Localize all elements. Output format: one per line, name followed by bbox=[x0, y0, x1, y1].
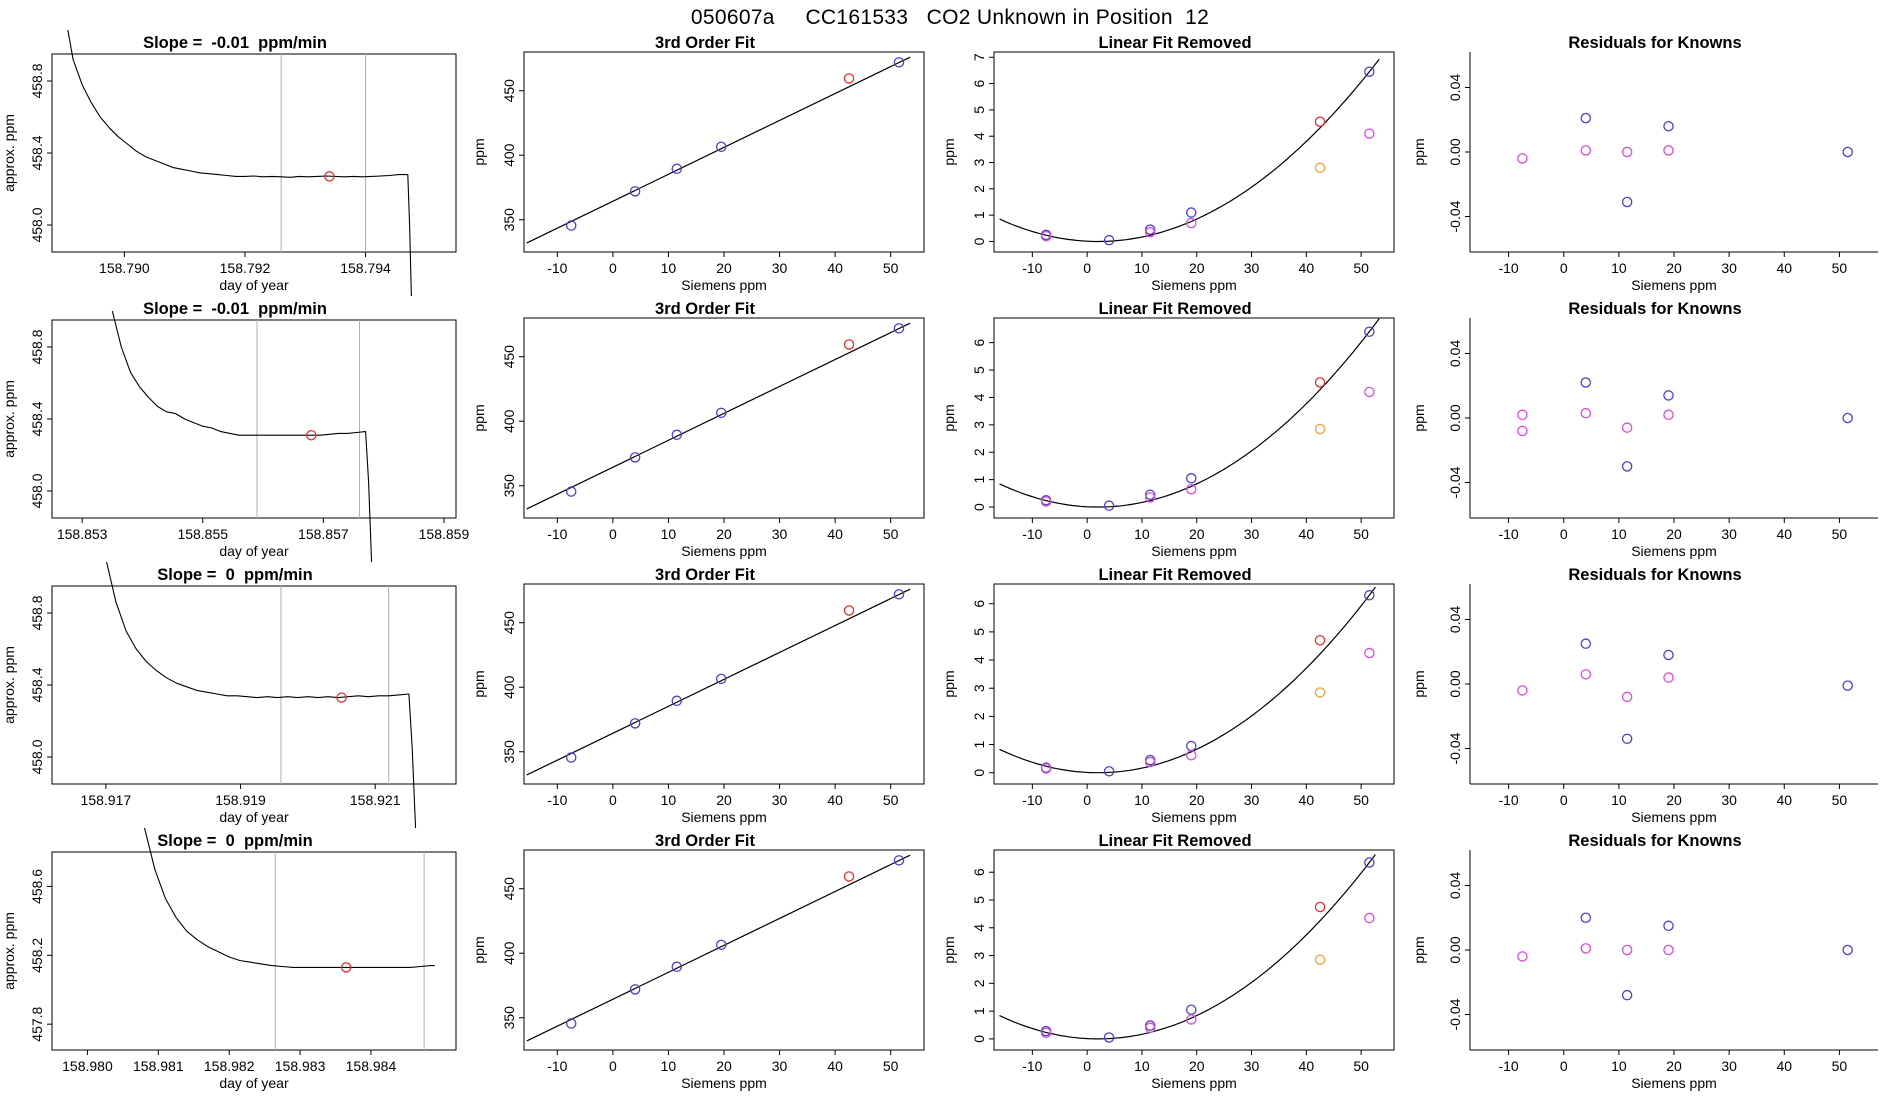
linearremoved-plot-row4 bbox=[940, 828, 1410, 1094]
svg-text:0: 0 bbox=[1559, 1058, 1568, 1074]
residuals-panel-row1 bbox=[1410, 30, 1900, 296]
svg-text:30: 30 bbox=[771, 526, 788, 542]
svg-text:158.853: 158.853 bbox=[56, 526, 108, 542]
svg-text:350: 350 bbox=[501, 1006, 517, 1030]
linearremoved-title-row3: Linear Fit Removed bbox=[1098, 566, 1252, 584]
svg-text:10: 10 bbox=[660, 1058, 677, 1074]
svg-text:458.0: 458.0 bbox=[29, 207, 45, 243]
svg-text:158.859: 158.859 bbox=[418, 526, 470, 542]
svg-text:0: 0 bbox=[1083, 260, 1092, 276]
svg-text:30: 30 bbox=[771, 792, 788, 808]
svg-text:458.4: 458.4 bbox=[29, 135, 45, 171]
svg-text:ppm: ppm bbox=[941, 670, 957, 698]
svg-text:50: 50 bbox=[1831, 260, 1848, 276]
residuals-panel-row3 bbox=[1410, 562, 1900, 828]
svg-text:30: 30 bbox=[1721, 260, 1737, 276]
svg-text:approx. ppm: approx. ppm bbox=[1, 646, 17, 724]
svg-text:40: 40 bbox=[827, 260, 843, 276]
svg-text:158.921: 158.921 bbox=[349, 792, 401, 808]
svg-text:40: 40 bbox=[827, 526, 843, 542]
svg-text:4: 4 bbox=[971, 656, 987, 664]
svg-text:approx. ppm: approx. ppm bbox=[1, 380, 17, 458]
svg-text:approx. ppm: approx. ppm bbox=[1, 114, 17, 192]
linearremoved-plot-row2 bbox=[940, 296, 1410, 562]
svg-text:50: 50 bbox=[1353, 1058, 1369, 1074]
svg-text:10: 10 bbox=[660, 526, 677, 542]
svg-text:20: 20 bbox=[1666, 526, 1682, 542]
svg-text:40: 40 bbox=[1298, 1058, 1315, 1074]
svg-text:-0.04: -0.04 bbox=[1447, 998, 1463, 1031]
svg-text:10: 10 bbox=[1611, 526, 1627, 542]
svg-text:158.794: 158.794 bbox=[340, 260, 391, 276]
svg-text:4: 4 bbox=[971, 923, 987, 932]
svg-text:Siemens ppm: Siemens ppm bbox=[1151, 809, 1237, 825]
svg-text:50: 50 bbox=[882, 526, 899, 542]
svg-text:158.790: 158.790 bbox=[99, 260, 150, 276]
svg-text:20: 20 bbox=[1666, 260, 1682, 276]
svg-text:-10: -10 bbox=[1022, 792, 1043, 808]
svg-text:450: 450 bbox=[501, 877, 517, 901]
panel-row-3 bbox=[0, 562, 1900, 828]
svg-text:4: 4 bbox=[971, 132, 987, 141]
svg-text:450: 450 bbox=[501, 611, 517, 635]
svg-text:-10: -10 bbox=[547, 792, 568, 808]
thirdorder-panel-row2 bbox=[470, 296, 940, 562]
panel-grid bbox=[0, 30, 1900, 1100]
svg-text:458.6: 458.6 bbox=[29, 868, 45, 904]
svg-text:3: 3 bbox=[971, 158, 987, 167]
svg-text:2: 2 bbox=[971, 184, 987, 193]
thirdorder-panel-row4 bbox=[470, 828, 940, 1094]
svg-text:1: 1 bbox=[971, 475, 987, 484]
svg-text:0: 0 bbox=[971, 237, 987, 246]
svg-text:10: 10 bbox=[1134, 792, 1150, 808]
linearremoved-title-row1: Linear Fit Removed bbox=[1098, 34, 1252, 52]
svg-text:0: 0 bbox=[1559, 792, 1568, 808]
svg-text:350: 350 bbox=[501, 474, 517, 498]
svg-text:ppm: ppm bbox=[1411, 404, 1427, 432]
svg-text:458.8: 458.8 bbox=[29, 63, 45, 99]
svg-text:-10: -10 bbox=[1498, 260, 1519, 276]
svg-text:10: 10 bbox=[660, 792, 677, 808]
svg-text:50: 50 bbox=[1831, 1058, 1848, 1074]
svg-text:458.4: 458.4 bbox=[29, 401, 45, 437]
svg-text:40: 40 bbox=[827, 1058, 843, 1074]
svg-text:-10: -10 bbox=[1022, 526, 1043, 542]
svg-text:1: 1 bbox=[971, 1007, 987, 1016]
svg-text:0: 0 bbox=[1559, 260, 1568, 276]
svg-text:40: 40 bbox=[1776, 260, 1793, 276]
svg-text:Siemens ppm: Siemens ppm bbox=[1631, 809, 1717, 825]
timeseries-title-row2: Slope = -0.01 ppm/min bbox=[143, 300, 327, 318]
svg-text:158.855: 158.855 bbox=[177, 526, 229, 542]
svg-text:158.984: 158.984 bbox=[345, 1058, 397, 1074]
svg-text:350: 350 bbox=[501, 740, 517, 764]
svg-text:30: 30 bbox=[1243, 526, 1260, 542]
svg-text:Siemens ppm: Siemens ppm bbox=[1151, 543, 1237, 559]
svg-text:0: 0 bbox=[971, 503, 987, 511]
timeseries-plot-row3 bbox=[0, 562, 470, 828]
svg-text:0.04: 0.04 bbox=[1447, 605, 1463, 634]
linearremoved-plot-row3 bbox=[940, 562, 1410, 828]
timeseries-title-row4: Slope = 0 ppm/min bbox=[157, 832, 313, 850]
svg-text:158.857: 158.857 bbox=[298, 526, 349, 542]
residuals-panel-row4 bbox=[1410, 828, 1900, 1094]
svg-text:158.980: 158.980 bbox=[62, 1058, 113, 1074]
svg-text:10: 10 bbox=[1134, 260, 1150, 276]
svg-text:30: 30 bbox=[1721, 792, 1737, 808]
svg-text:30: 30 bbox=[1243, 1058, 1260, 1074]
svg-text:400: 400 bbox=[501, 409, 517, 433]
svg-text:10: 10 bbox=[1611, 792, 1627, 808]
svg-text:-0.04: -0.04 bbox=[1447, 200, 1463, 233]
svg-text:Siemens ppm: Siemens ppm bbox=[1631, 277, 1717, 293]
svg-text:0: 0 bbox=[1083, 1058, 1092, 1074]
svg-text:ppm: ppm bbox=[941, 936, 957, 964]
svg-text:5: 5 bbox=[971, 896, 987, 904]
thirdorder-plot-row2 bbox=[470, 296, 940, 562]
svg-text:50: 50 bbox=[882, 792, 899, 808]
svg-text:450: 450 bbox=[501, 79, 517, 103]
svg-text:0: 0 bbox=[608, 260, 617, 276]
svg-text:Siemens ppm: Siemens ppm bbox=[681, 543, 767, 559]
svg-text:40: 40 bbox=[1776, 1058, 1793, 1074]
svg-text:30: 30 bbox=[1243, 792, 1260, 808]
svg-text:day of year: day of year bbox=[219, 543, 289, 559]
svg-text:50: 50 bbox=[1831, 792, 1848, 808]
svg-text:0.00: 0.00 bbox=[1447, 138, 1463, 166]
svg-text:158.792: 158.792 bbox=[219, 260, 271, 276]
svg-text:30: 30 bbox=[771, 1058, 788, 1074]
svg-text:20: 20 bbox=[1188, 792, 1205, 808]
svg-text:40: 40 bbox=[1298, 526, 1315, 542]
svg-text:50: 50 bbox=[882, 260, 899, 276]
svg-text:50: 50 bbox=[1353, 792, 1369, 808]
svg-text:458.8: 458.8 bbox=[29, 329, 45, 365]
svg-text:-10: -10 bbox=[547, 260, 568, 276]
svg-text:10: 10 bbox=[1611, 260, 1627, 276]
svg-text:Siemens ppm: Siemens ppm bbox=[681, 809, 767, 825]
svg-text:10: 10 bbox=[1611, 1058, 1627, 1074]
svg-text:10: 10 bbox=[1134, 1058, 1150, 1074]
svg-text:30: 30 bbox=[1721, 526, 1737, 542]
svg-text:458.4: 458.4 bbox=[29, 667, 45, 703]
svg-text:-10: -10 bbox=[1498, 1058, 1519, 1074]
svg-text:2: 2 bbox=[971, 712, 987, 721]
svg-text:20: 20 bbox=[716, 792, 732, 808]
svg-text:20: 20 bbox=[1188, 260, 1205, 276]
svg-text:0: 0 bbox=[1083, 526, 1092, 542]
svg-text:158.981: 158.981 bbox=[133, 1058, 184, 1074]
svg-text:40: 40 bbox=[1298, 792, 1315, 808]
linearremoved-panel-row3 bbox=[940, 562, 1410, 828]
svg-text:6: 6 bbox=[971, 338, 987, 347]
svg-text:50: 50 bbox=[1831, 526, 1848, 542]
panel-row-4 bbox=[0, 828, 1900, 1094]
svg-text:-0.04: -0.04 bbox=[1447, 466, 1463, 499]
svg-text:5: 5 bbox=[971, 366, 987, 374]
svg-text:20: 20 bbox=[1666, 1058, 1682, 1074]
svg-text:158.983: 158.983 bbox=[274, 1058, 326, 1074]
svg-text:0: 0 bbox=[608, 792, 617, 808]
linearremoved-title-row4: Linear Fit Removed bbox=[1098, 832, 1252, 850]
timeseries-title-row3: Slope = 0 ppm/min bbox=[157, 566, 313, 584]
svg-text:Siemens ppm: Siemens ppm bbox=[1631, 1075, 1717, 1091]
svg-text:458.0: 458.0 bbox=[29, 473, 45, 509]
residuals-panel-row2 bbox=[1410, 296, 1900, 562]
linearremoved-plot-row1 bbox=[940, 30, 1410, 296]
timeseries-panel-row3 bbox=[0, 562, 470, 828]
timeseries-plot-row1 bbox=[0, 30, 470, 296]
svg-text:20: 20 bbox=[716, 526, 732, 542]
thirdorder-plot-row3 bbox=[470, 562, 940, 828]
svg-text:2: 2 bbox=[971, 448, 987, 457]
svg-text:1: 1 bbox=[971, 740, 987, 749]
svg-text:4: 4 bbox=[971, 393, 987, 402]
svg-text:158.982: 158.982 bbox=[203, 1058, 255, 1074]
residuals-title-row1: Residuals for Knowns bbox=[1568, 34, 1742, 52]
svg-text:day of year: day of year bbox=[219, 1075, 289, 1091]
residuals-plot-row4 bbox=[1410, 828, 1900, 1094]
residuals-title-row3: Residuals for Knowns bbox=[1568, 566, 1742, 584]
svg-text:458.8: 458.8 bbox=[29, 595, 45, 631]
svg-text:50: 50 bbox=[882, 1058, 899, 1074]
svg-text:approx. ppm: approx. ppm bbox=[1, 912, 17, 990]
svg-text:3: 3 bbox=[971, 420, 987, 429]
svg-text:40: 40 bbox=[1776, 792, 1793, 808]
timeseries-title-row1: Slope = -0.01 ppm/min bbox=[143, 34, 327, 52]
svg-text:0.00: 0.00 bbox=[1447, 670, 1463, 698]
residuals-plot-row3 bbox=[1410, 562, 1900, 828]
residuals-title-row4: Residuals for Knowns bbox=[1568, 832, 1742, 850]
svg-text:458.0: 458.0 bbox=[29, 739, 45, 775]
svg-text:400: 400 bbox=[501, 143, 517, 167]
svg-text:20: 20 bbox=[716, 1058, 732, 1074]
svg-text:-10: -10 bbox=[1498, 526, 1519, 542]
residuals-plot-row2 bbox=[1410, 296, 1900, 562]
thirdorder-panel-row3 bbox=[470, 562, 940, 828]
svg-text:6: 6 bbox=[971, 599, 987, 608]
svg-text:50: 50 bbox=[1353, 260, 1369, 276]
timeseries-panel-row4 bbox=[0, 828, 470, 1094]
svg-text:Siemens ppm: Siemens ppm bbox=[1151, 277, 1237, 293]
svg-text:Siemens ppm: Siemens ppm bbox=[681, 277, 767, 293]
svg-text:1: 1 bbox=[971, 211, 987, 220]
timeseries-panel-row2 bbox=[0, 296, 470, 562]
thirdorder-plot-row1 bbox=[470, 30, 940, 296]
linearremoved-panel-row2 bbox=[940, 296, 1410, 562]
svg-text:0.00: 0.00 bbox=[1447, 936, 1463, 964]
page-title: 050607a CC161533 CO2 Unknown in Position 12 bbox=[690, 6, 1210, 29]
svg-text:20: 20 bbox=[716, 260, 732, 276]
svg-text:40: 40 bbox=[1298, 260, 1315, 276]
svg-text:-10: -10 bbox=[547, 526, 568, 542]
linearremoved-panel-row4 bbox=[940, 828, 1410, 1094]
svg-text:457.8: 457.8 bbox=[29, 1006, 45, 1042]
svg-text:3: 3 bbox=[971, 951, 987, 960]
svg-text:20: 20 bbox=[1666, 792, 1682, 808]
svg-text:Siemens ppm: Siemens ppm bbox=[681, 1075, 767, 1091]
svg-text:400: 400 bbox=[501, 941, 517, 965]
residuals-plot-row1 bbox=[1410, 30, 1900, 296]
svg-text:158.919: 158.919 bbox=[215, 792, 266, 808]
svg-text:-10: -10 bbox=[1498, 792, 1519, 808]
svg-text:350: 350 bbox=[501, 208, 517, 232]
svg-text:Siemens ppm: Siemens ppm bbox=[1631, 543, 1717, 559]
svg-text:30: 30 bbox=[1721, 1058, 1737, 1074]
svg-text:day of year: day of year bbox=[219, 277, 289, 293]
thirdorder-title-row1: 3rd Order Fit bbox=[655, 34, 755, 52]
svg-text:0: 0 bbox=[608, 526, 617, 542]
svg-text:0.00: 0.00 bbox=[1447, 404, 1463, 432]
linearremoved-panel-row1 bbox=[940, 30, 1410, 296]
svg-text:0: 0 bbox=[971, 768, 987, 777]
svg-text:7: 7 bbox=[971, 53, 987, 62]
svg-text:10: 10 bbox=[660, 260, 677, 276]
svg-text:Siemens ppm: Siemens ppm bbox=[1151, 1075, 1237, 1091]
svg-text:20: 20 bbox=[1188, 1058, 1205, 1074]
svg-text:5: 5 bbox=[971, 627, 987, 636]
svg-text:day of year: day of year bbox=[219, 809, 289, 825]
svg-text:40: 40 bbox=[1776, 526, 1793, 542]
svg-text:10: 10 bbox=[1134, 526, 1150, 542]
svg-text:2: 2 bbox=[971, 979, 987, 988]
residuals-title-row2: Residuals for Knowns bbox=[1568, 300, 1742, 318]
svg-text:450: 450 bbox=[501, 345, 517, 369]
svg-text:40: 40 bbox=[827, 792, 843, 808]
svg-text:-10: -10 bbox=[1022, 1058, 1043, 1074]
svg-text:ppm: ppm bbox=[941, 404, 957, 432]
thirdorder-plot-row4 bbox=[470, 828, 940, 1094]
svg-text:50: 50 bbox=[1353, 526, 1369, 542]
panel-row-1 bbox=[0, 30, 1900, 296]
svg-text:400: 400 bbox=[501, 675, 517, 699]
linearremoved-title-row2: Linear Fit Removed bbox=[1098, 300, 1252, 318]
svg-text:3: 3 bbox=[971, 684, 987, 693]
svg-text:20: 20 bbox=[1188, 526, 1205, 542]
svg-text:458.2: 458.2 bbox=[29, 937, 46, 973]
svg-text:0: 0 bbox=[1559, 526, 1568, 542]
svg-text:0.04: 0.04 bbox=[1447, 73, 1463, 102]
svg-text:ppm: ppm bbox=[471, 936, 487, 964]
panel-row-2 bbox=[0, 296, 1900, 562]
svg-text:5: 5 bbox=[971, 105, 987, 114]
svg-text:ppm: ppm bbox=[471, 138, 487, 166]
svg-text:ppm: ppm bbox=[1411, 138, 1427, 166]
svg-text:ppm: ppm bbox=[1411, 936, 1427, 964]
timeseries-plot-row4 bbox=[0, 828, 470, 1094]
svg-text:ppm: ppm bbox=[941, 138, 957, 166]
svg-text:0.04: 0.04 bbox=[1447, 339, 1463, 368]
svg-text:30: 30 bbox=[771, 260, 788, 276]
svg-text:158.917: 158.917 bbox=[80, 792, 132, 808]
svg-text:0: 0 bbox=[1083, 792, 1092, 808]
svg-text:ppm: ppm bbox=[471, 670, 487, 698]
svg-text:0.04: 0.04 bbox=[1447, 871, 1463, 900]
thirdorder-title-row2: 3rd Order Fit bbox=[655, 300, 755, 318]
svg-text:ppm: ppm bbox=[471, 404, 487, 432]
thirdorder-panel-row1 bbox=[470, 30, 940, 296]
timeseries-plot-row2 bbox=[0, 296, 470, 562]
svg-text:0: 0 bbox=[608, 1058, 617, 1074]
thirdorder-title-row3: 3rd Order Fit bbox=[655, 566, 755, 584]
svg-text:-0.04: -0.04 bbox=[1447, 732, 1463, 765]
svg-text:-10: -10 bbox=[1022, 260, 1043, 276]
svg-text:ppm: ppm bbox=[1411, 670, 1427, 698]
svg-text:30: 30 bbox=[1243, 260, 1260, 276]
svg-text:6: 6 bbox=[971, 868, 987, 877]
svg-text:0: 0 bbox=[971, 1034, 987, 1043]
thirdorder-title-row4: 3rd Order Fit bbox=[655, 832, 755, 850]
svg-text:6: 6 bbox=[971, 79, 987, 88]
svg-text:-10: -10 bbox=[547, 1058, 568, 1074]
timeseries-panel-row1 bbox=[0, 30, 470, 296]
